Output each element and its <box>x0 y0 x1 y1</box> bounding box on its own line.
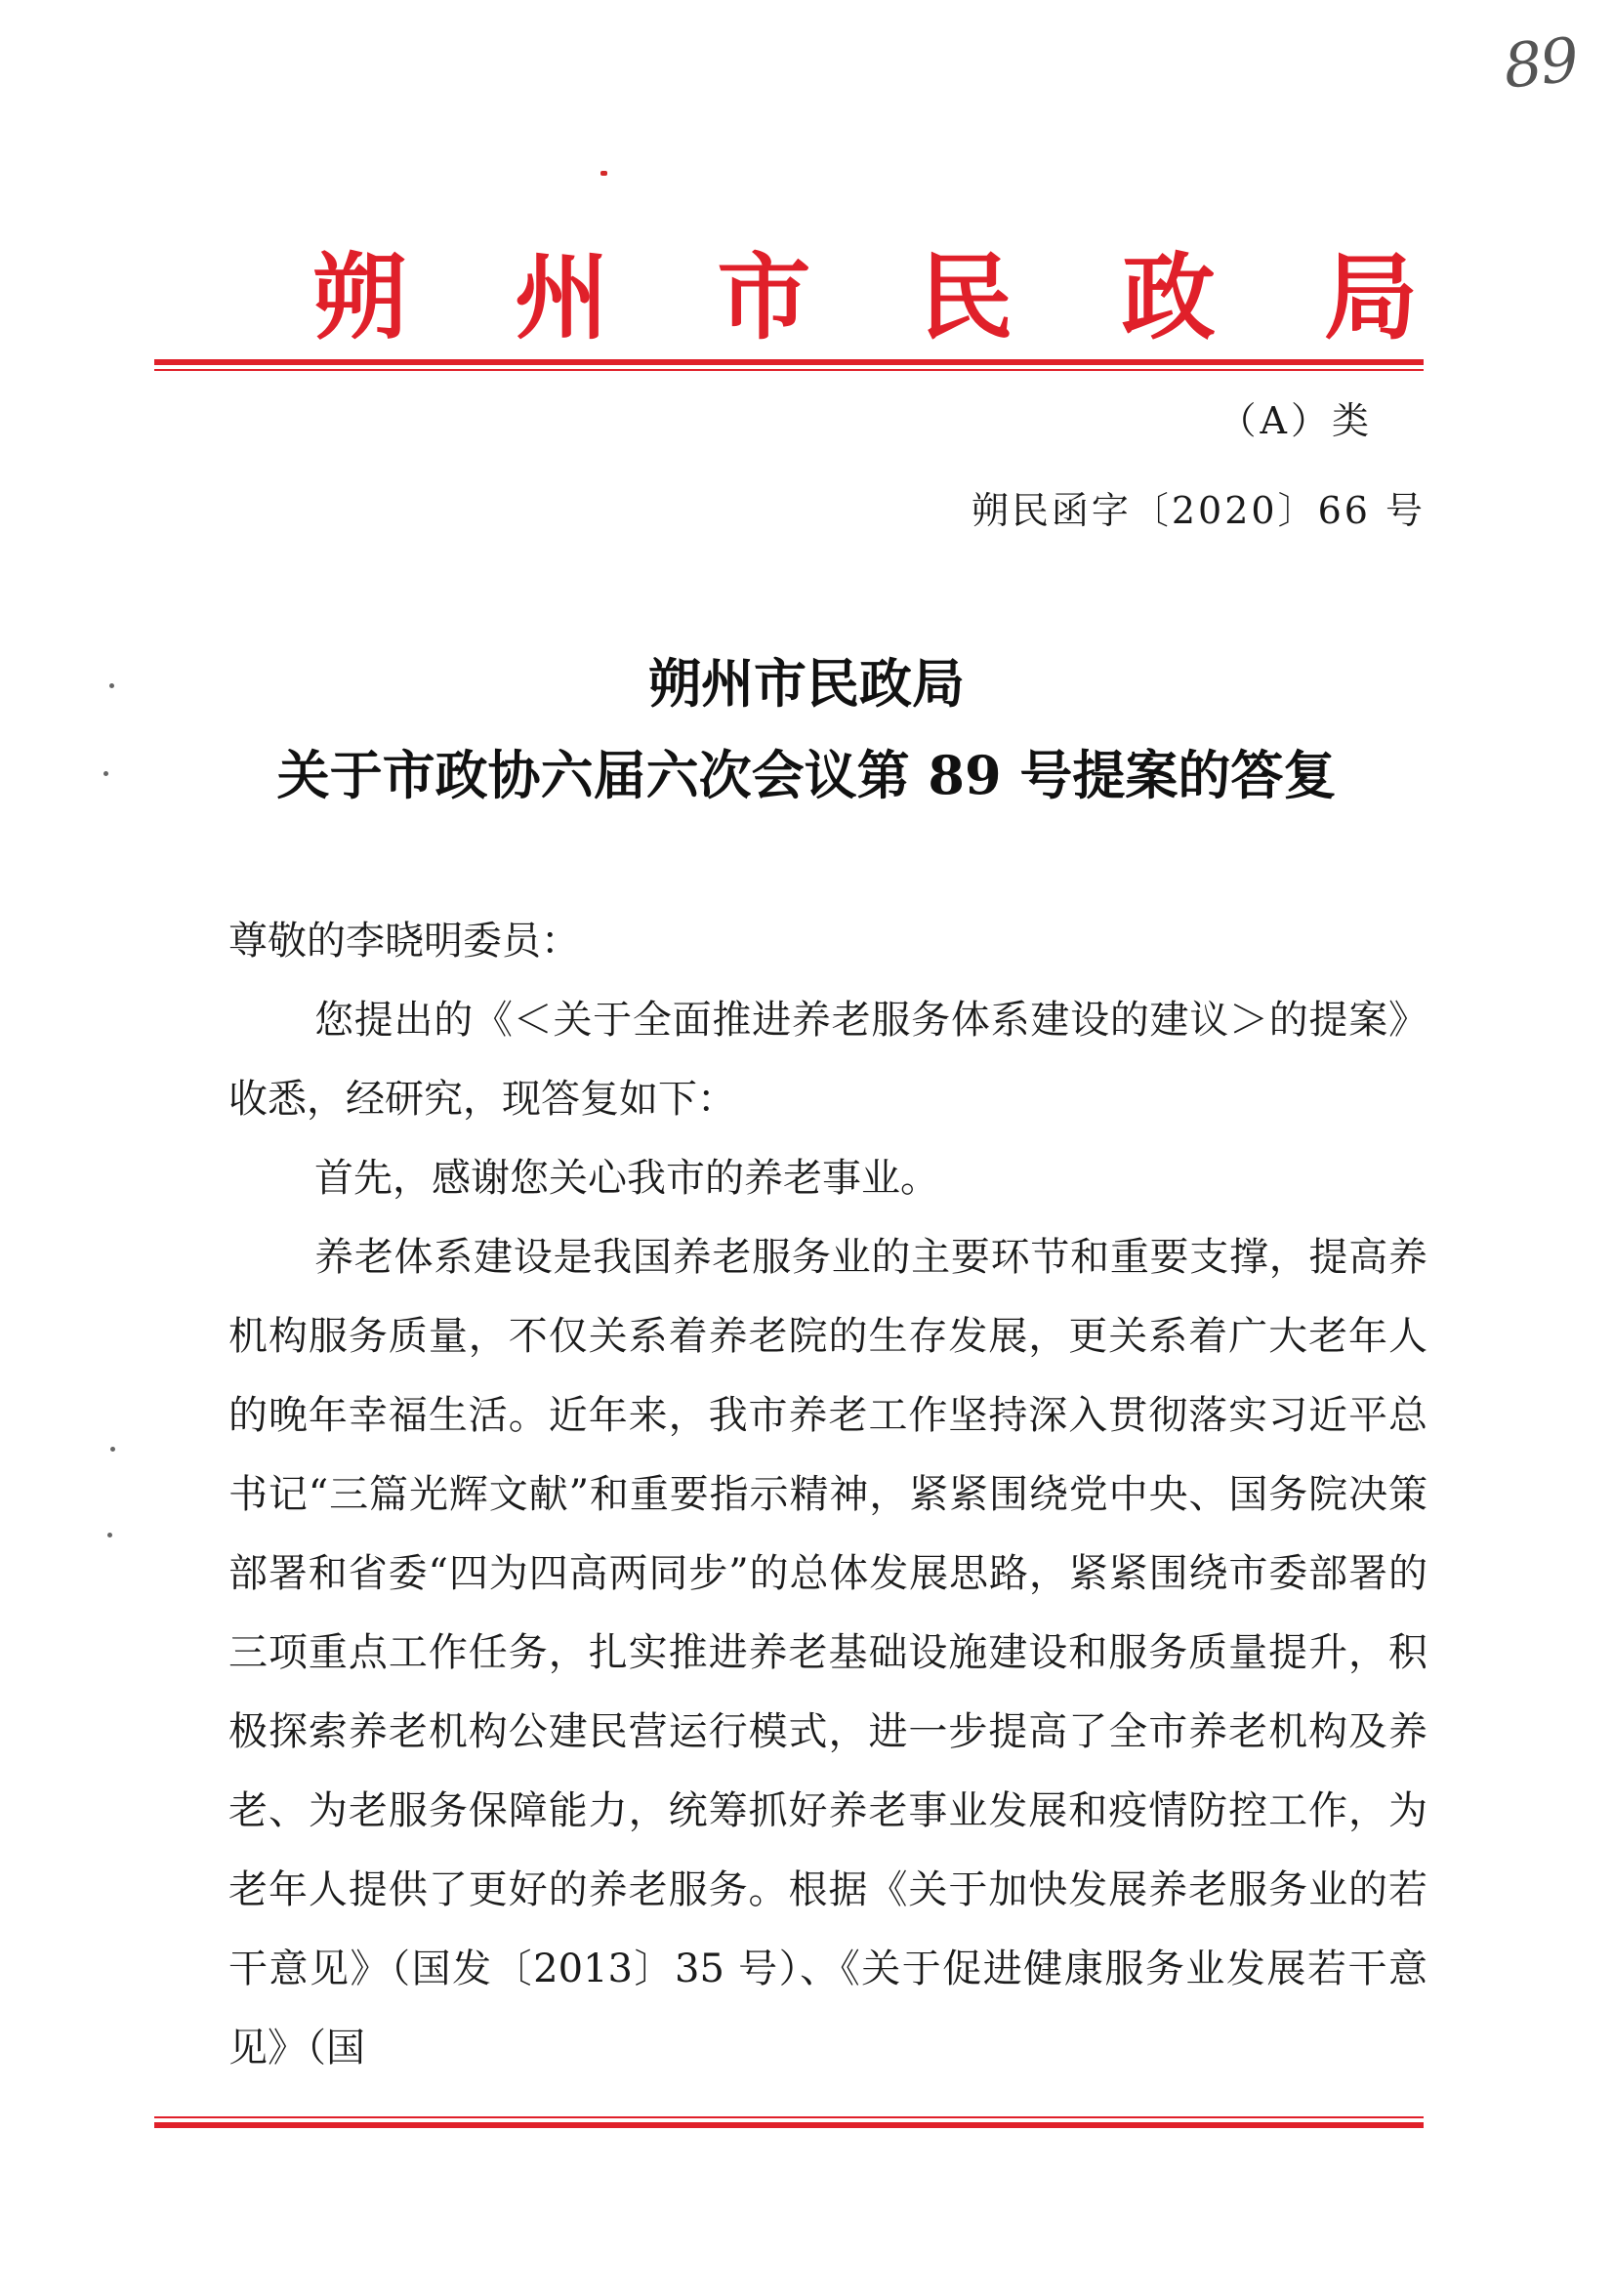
letterhead-char: 朔 <box>312 242 406 352</box>
classification-mark: （A）类 <box>1219 399 1373 442</box>
letterhead-char: 州 <box>515 242 609 352</box>
letterhead-char: 市 <box>717 242 811 352</box>
document-number: 朔民函字〔2020〕66 号 <box>971 489 1426 532</box>
letterhead-title <box>156 244 1457 351</box>
document-title-line2: 关于市政协六届六次会议第 89 号提案的答复 <box>276 744 1337 806</box>
binding-hole-mark <box>109 683 114 688</box>
paragraph: 您提出的《＜关于全面推进养老服务体系建设的建议＞的提案》收悉，经研究，现答复如下： <box>228 998 1427 1122</box>
paragraph: 首先，感谢您关心我市的养老事业。 <box>314 1156 939 1201</box>
letterhead-red-rule <box>154 359 1424 371</box>
ink-speck <box>600 171 607 176</box>
letterhead-char: 民 <box>919 242 1013 352</box>
salutation: 尊敬的李晓明委员： <box>228 919 580 964</box>
binding-hole-mark <box>107 1533 112 1538</box>
binding-hole-mark <box>110 1447 115 1452</box>
letter-body <box>228 902 1427 2088</box>
handwritten-page-number: 89 <box>1500 23 1581 102</box>
letterhead-char: 局 <box>1323 242 1418 352</box>
document-title-line1: 朔州市民政局 <box>648 652 965 715</box>
footer-red-rule <box>154 2116 1424 2128</box>
letterhead-char: 政 <box>1121 242 1216 352</box>
paragraph: 养老体系建设是我国养老服务业的主要环节和重要支撑，提高养机构服务质量，不仅关系着养老院的生存发展，更关系着广大老年人的晚年幸福生活。近年来，我市养老工作坚持深入贯彻落实习近平总书记“三篇光辉文献”和重要指示精神，紧紧围绕党中央、国务院决策部署和省委“四为四高两同步”的总体发展思路，紧紧围绕市委部署的三项重点工作任务，扎实推进养老基础设施建设和服务质量提升，积极探索养老机构公建民营运行模式，进一步提高了全市养老机构及养老、为老服务保障能力，统筹抓好养老事业发展和疫情防控工作，为老年人提供了更好的养老服务。根据《关于加快发展养老服务业的若干意见》（国发〔2013〕35 号）、《关于促进健康服务业发展若干意见》（国 <box>228 1235 1427 2070</box>
binding-hole-mark <box>103 771 108 776</box>
